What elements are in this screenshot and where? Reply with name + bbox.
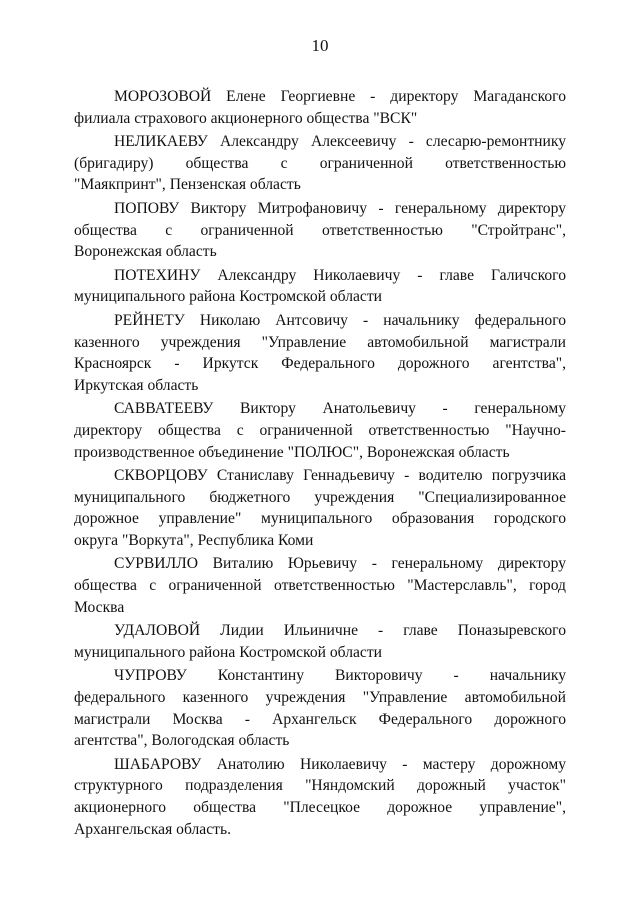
text-line: федерального казенного учреждения "Управление автомобильной [74,689,566,707]
text-line: Красноярск - Иркутск Федерального дорожного агентства", [74,355,566,373]
list-item [74,665,566,751]
text-line: акционерного общества "Плесецкое дорожное управление", [74,799,566,816]
text-line: САВВАТЕЕВУ Виктору Анатольевичу - генеральному [114,400,566,418]
text-line: НЕЛИКАЕВУ Александру Алексеевичу - слесарю-ремонтнику [114,133,566,151]
text-line: агентства", Вологодская область [74,732,290,750]
list-item [74,265,566,308]
text-line: СУРВИЛЛО Виталию Юрьевичу - генеральному директору [114,555,566,573]
text-line: Иркутская область [74,376,199,394]
text-line: ЧУПРОВУ Константину Викторовичу - начальнику [114,667,566,685]
list-item [74,131,566,196]
award-list [74,86,566,842]
list-item [74,398,566,463]
text-line: казенного учреждения "Управление автомобильной магистрали [74,333,566,351]
text-line: РЕЙНЕТУ Николаю Антсовичу - начальнику федерального [114,311,566,329]
text-line: МОРОЗОВОЙ Елене Георгиевне - директору Магаданского [114,88,566,105]
text-line: общества с ограниченной ответственностью "Мастерславль", город [74,577,566,595]
text-line: муниципального района Костромской области [74,288,382,306]
text-line: структурного подразделения "Няндомский дорожный участок" [74,777,566,795]
text-line: ПОТЕХИНУ Александру Николаевичу - главе Галичского [114,266,566,284]
text-line: производственное объединение "ПОЛЮС", Воронежская область [74,443,510,461]
text-line: Архангельская область. [74,820,231,838]
text-line: филиала страхового акционерного общества "ВСК" [74,109,418,127]
text-line: "Маякпринт", Пензенская область [74,176,301,194]
text-line: округа "Воркута", Республика Коми [74,531,314,549]
text-line: УДАЛОВОЙ Лидии Ильиничне - главе Поназыревского [114,622,566,640]
text-line: Воронежская область [74,243,217,261]
list-item [74,754,566,840]
list-item [74,310,566,396]
list-item [74,553,566,618]
text-line: дорожное управление" муниципального образования городского [74,510,566,528]
text-line: магистрали Москва - Архангельск Федерального дорожного [74,710,566,728]
text-line: ПОПОВУ Виктору Митрофановичу - генеральному директору [114,199,566,217]
text-line: (бригадиру) общества с ограниченной ответственностью [74,154,566,172]
list-item [74,86,566,129]
text-line: директору общества с ограниченной ответственностью "Научно- [74,421,566,439]
text-line: ШАБАРОВУ Анатолию Николаевичу - мастеру дорожному [114,755,566,773]
text-line: муниципального бюджетного учреждения "Специализированное [74,488,566,506]
list-item [74,198,566,263]
text-line: СКВОРЦОВУ Станиславу Геннадьевичу - водителю погрузчика [114,467,566,485]
list-item [74,465,566,551]
list-item [74,620,566,663]
text-line: муниципального района Костромской области [74,643,382,661]
text-line: общества с ограниченной ответственностью "Стройтранс", [74,221,566,239]
text-line: Москва [74,598,125,616]
page-number: 10 [311,36,329,55]
